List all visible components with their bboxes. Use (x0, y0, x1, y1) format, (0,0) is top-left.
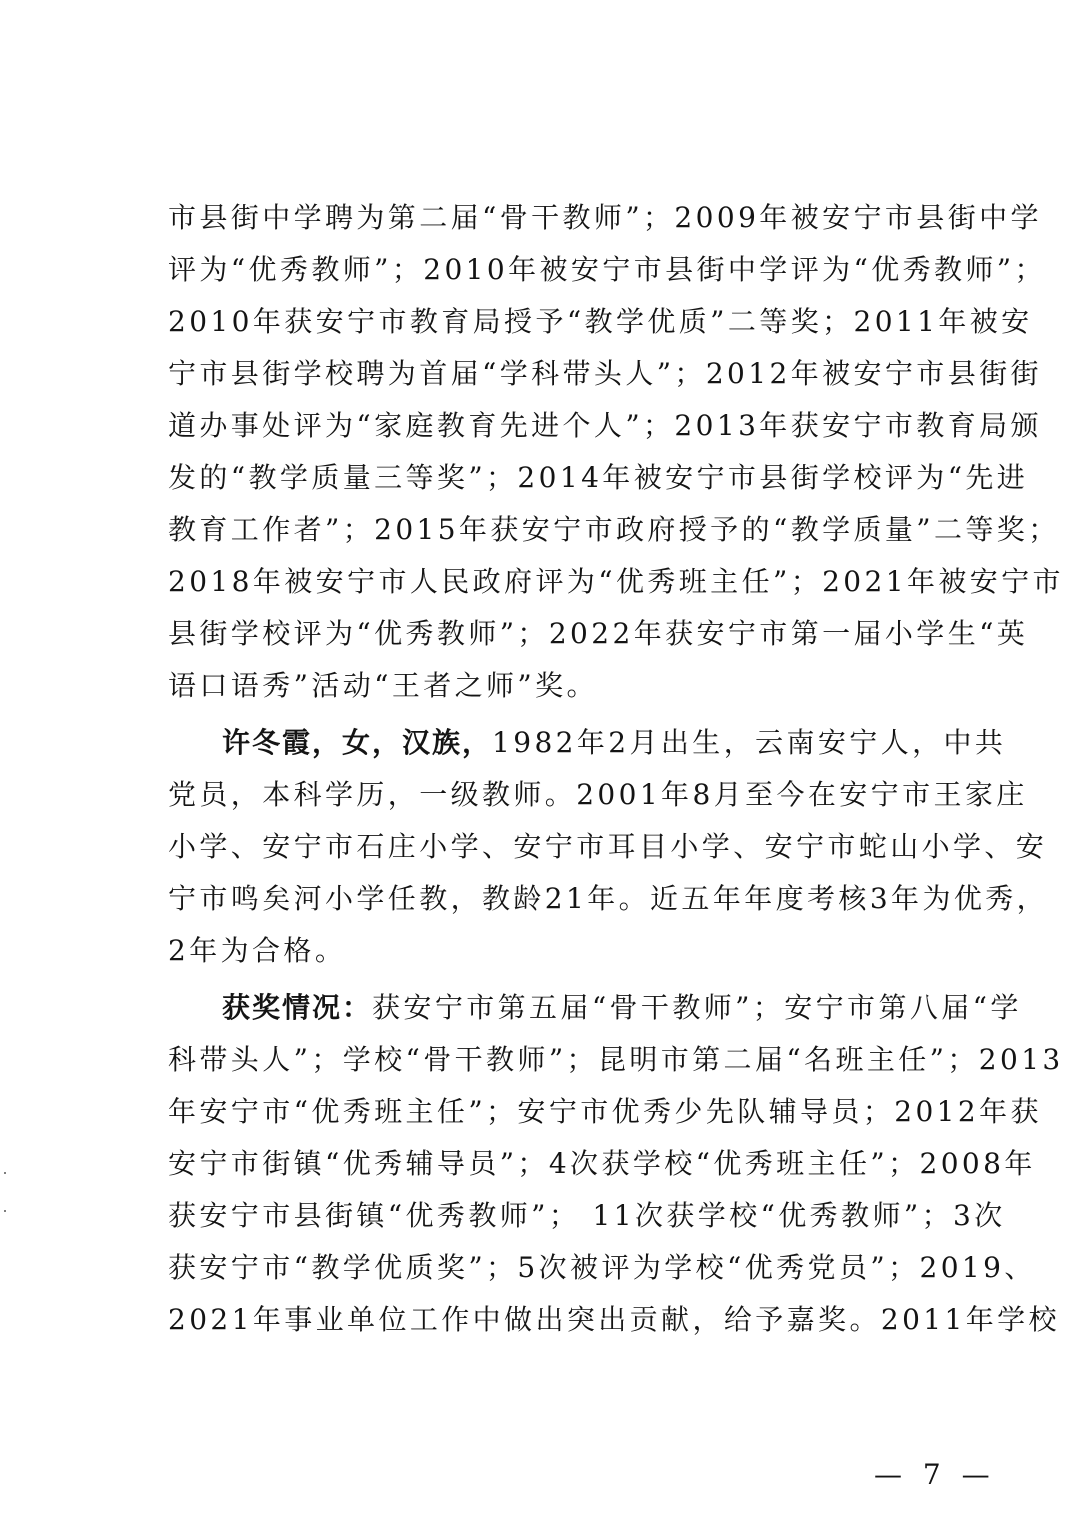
text-line (222, 718, 1007, 768)
text-line: 年安宁市“优秀班主任”；安宁市优秀少先队辅导员；2012年获 (168, 1095, 1042, 1128)
text-line-rest: 1982年2月出生，云南安宁人，中共 (492, 726, 1007, 759)
awards-heading: 获奖情况： (222, 991, 373, 1024)
page-number: — 7 — (874, 1458, 996, 1491)
text-line: 市县街中学聘为第二届“骨干教师”；2009年被安宁市县街中学 (168, 201, 1042, 234)
text-line: 党员，本科学历，一级教师。2001年8月至今在安宁市王家庄 (168, 778, 1028, 811)
text-line: 科带头人”；学校“骨干教师”；昆明市第二届“名班主任”；2013 (168, 1043, 1064, 1076)
text-line: 发的“教学质量三等奖”；2014年被安宁市县街学校评为“先进 (168, 461, 1029, 494)
person-name-heading: 许冬霞，女，汉族， (222, 726, 493, 759)
text-line: 语口语秀”活动“王者之师”奖。 (168, 669, 598, 702)
text-line: 小学、安宁市石庄小学、安宁市耳目小学、安宁市蛇山小学、安 (168, 830, 1048, 863)
text-line-rest: 获安宁市第五届“骨干教师”；安宁市第八届“学 (372, 991, 1022, 1024)
text-line: 2年为合格。 (168, 934, 347, 967)
text-line: 安宁市街镇“优秀辅导员”；4次获学校“优秀班主任”；2008年 (168, 1147, 1036, 1180)
scan-speck (4, 1172, 6, 1174)
text-line: 2010年获安宁市教育局授予“教学优质”二等奖；2011年被安 (168, 305, 1033, 338)
text-line: 县街学校评为“优秀教师”；2022年获安宁市第一届小学生“英 (168, 617, 1029, 650)
scan-speck (4, 1210, 6, 1212)
text-line: 宁市县街学校聘为首届“学科带头人”；2012年被安宁市县街街 (168, 357, 1042, 390)
text-line: 2018年被安宁市人民政府评为“优秀班主任”；2021年被安宁市 (168, 565, 1064, 598)
text-line: 2021年事业单位工作中做出突出贡献，给予嘉奖。2011年学校 (168, 1303, 1060, 1336)
text-line (222, 983, 1022, 1033)
text-line: 宁市鸣矣河小学任教，教龄21年。近五年年度考核3年为优秀， (168, 882, 1049, 915)
text-line: 获安宁市“教学优质奖”；5次被评为学校“优秀党员”；2019、 (168, 1251, 1036, 1284)
text-line: 教育工作者”；2015年获安宁市政府授予的“教学质量”二等奖； (168, 513, 1060, 546)
text-line: 评为“优秀教师”；2010年被安宁市县街中学评为“优秀教师”； (168, 253, 1046, 286)
text-line: 获安宁市县街镇“优秀教师”； 11次获学校“优秀教师”；3次 (168, 1199, 1006, 1232)
text-line: 道办事处评为“家庭教育先进个人”；2013年获安宁市教育局颁 (168, 409, 1042, 442)
